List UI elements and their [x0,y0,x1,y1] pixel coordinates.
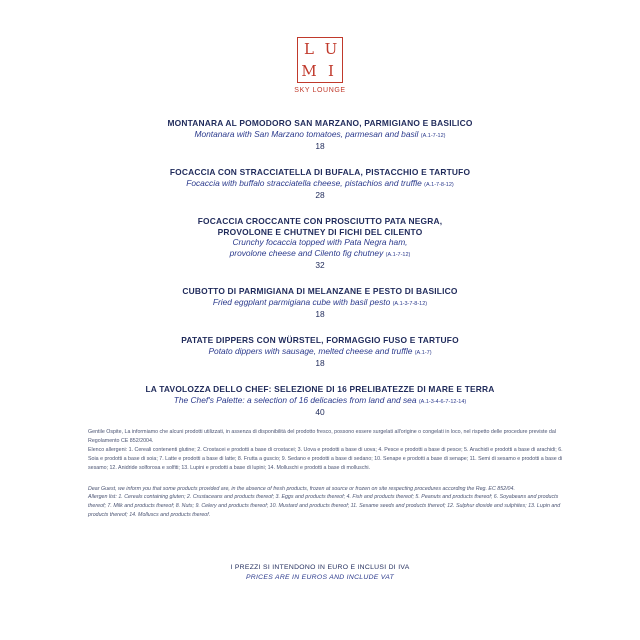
allergen-list-it: Elenco allergeni: 1. Cereali contenenti glutine; 2. Crostacei e prodotti a base di crostacei; 3. Uova e prodotti a base di uova; 4. Pesce e prodotti a base di pesce; 5. Arachidi e prodotti a base di arachidi; 6. Soia e prodotti a base di soia; 7. Latte e prodotti a base di latte; 8. Frutta a guscio; 9. Sedano e prodotti a base di sedano; 10. Senape e prodotti a base di senape; 11. Semi di sesamo e prodotti a base di sesamo; 12. Anidride solforosa e solfiti; 13. Lupini e prodotti a base di lupini; 14. Molluschi e prodotti a base di molluschi. [88,446,563,471]
item-title: FOCACCIA CON STRACCIATELLA DI BUFALA, PISTACCHIO E TARTUFO [169,167,471,177]
item-description [0,297,640,310]
menu-item [0,167,640,201]
item-price: 18 [315,358,325,368]
menu-item [0,286,640,320]
item-desc-text: The Chef's Palette: a selection of 16 delicacies from land and sea [173,394,417,405]
item-title-line2: PROVOLONE E CHUTNEY DI FICHI DEL CILENTO [217,226,423,237]
item-description [0,395,640,408]
item-allergens: (A.1-7) [414,349,432,356]
price-footer [0,563,640,582]
item-title: MONTANARA AL POMODORO SAN MARZANO, PARMIGIANO E BASILICO [167,118,473,128]
guest-notice-en: Dear Guest, we inform you that some products provided are, in the absence of fresh products, frozen at source or frozen on site respecting procedures according the Reg. EC 852/04. [88,485,515,492]
item-title: PATATE DIPPERS CON WÜRSTEL, FORMAGGIO FUSO E TARTUFO [181,335,459,345]
menu-item [0,384,640,418]
item-price: 40 [315,407,325,417]
item-allergens: (A.1-3-4-6-7-12-14) [418,398,467,405]
lumi-logo [297,37,343,83]
allergen-list-en: Allergen list: 1. Cereals containing gluten; 2. Crustaceans and products thereof; 3. Eggs and products thereof; 4. Fish and products thereof; 5. Peanuts and products thereof; 6. Soyabeans and products thereof; 7. Milk and products thereof; 8. Nuts; 9. Celery and products thereof; 10. Mustard and products thereof; 11. Sesame seeds and products thereof; 12. Sulphur dioxide and sulphites; 13. Lupin and products thereof; 14. Molluscs and products thereof. [88,494,561,519]
item-allergens: (A.1-7-8-12) [424,181,454,188]
guest-notice-it: Gentile Ospite, La informiamo che alcuni prodotti utilizzati, in assenza di disponibilità del prodotto fresco, possono essere surgelati all'origine o congelati in loco, nel rispetto delle procedure previste dal Regolamento CE 852/2004. [88,429,556,444]
logo-subtitle: SKY LOUNGE [294,87,346,94]
logo-letter: I [328,61,334,80]
menu-item [0,118,640,152]
allergen-notes [88,428,572,532]
item-description [0,129,640,142]
logo-letter: M [301,61,317,80]
item-desc-text: Fried eggplant parmigiana cube with basil pesto [212,296,391,307]
item-title: CUBOTTO DI PARMIGIANA DI MELANZANE E PESTO DI BASILICO [182,286,458,296]
item-price: 28 [315,190,325,200]
item-desc-text: Montanara with San Marzano tomatoes, parmesan and basil [194,128,419,139]
price-note-it: I PREZZI SI INTENDONO IN EURO E INCLUSI DI IVA [230,564,410,571]
notes-italian [88,428,572,473]
menu-list [0,118,640,433]
item-price: 18 [315,309,325,319]
item-title: FOCACCIA CROCCANTE CON PROSCIUTTO PATA NEGRA, [197,216,443,226]
item-title: LA TAVOLOZZA DELLO CHEF: SELEZIONE DI 16 PRELIBATEZZE DI MARE E TERRA [145,384,495,394]
menu-item [0,335,640,369]
item-description [0,178,640,191]
logo-letter: U [324,39,338,58]
logo-letter: L [304,39,314,58]
item-description-line2 [0,248,640,261]
item-desc-text: Focaccia with buffalo stracciatella cheese, pistachios and truffle [186,177,422,188]
item-desc-text: provolone cheese and Cilento fig chutney [229,247,384,258]
item-desc-text: Potato dippers with sausage, melted cheese and truffle [208,345,413,356]
item-price: 32 [315,260,325,270]
price-note-en: PRICES ARE IN EUROS AND INCLUDE VAT [245,573,395,581]
item-allergens: (A.1-7-12) [385,251,411,258]
item-description [0,346,640,359]
menu-item [0,216,640,271]
item-price: 18 [315,141,325,151]
item-allergens: (A.1-3-7-8-12) [392,300,428,307]
item-description: Crunchy focaccia topped with Pata Negra ham, [232,237,408,247]
item-allergens: (A.1-7-12) [420,132,446,139]
notes-english [88,485,572,521]
